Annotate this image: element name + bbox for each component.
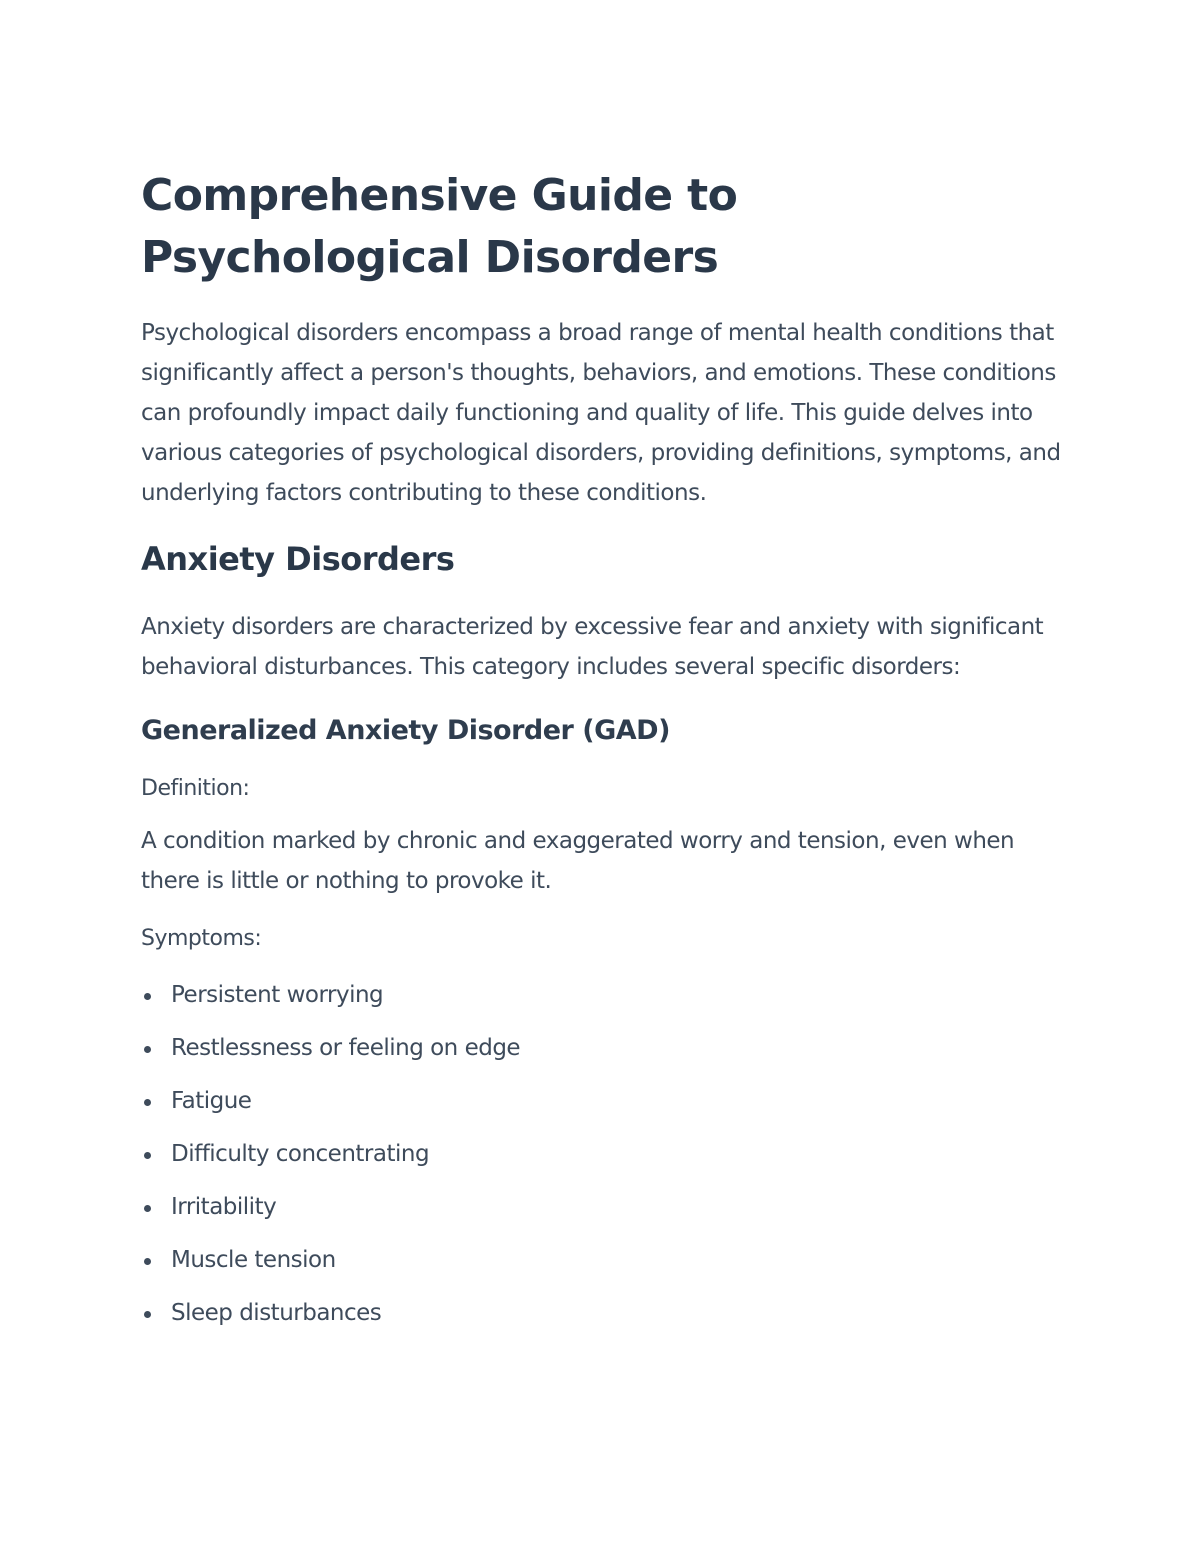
section-heading: Anxiety Disorders	[141, 540, 455, 578]
section-intro-paragraph: Anxiety disorders are characterized by excessive fear and anxiety with significant behavioral disturbances. This category includes several specific disorders:	[141, 614, 1044, 680]
bullet-icon	[144, 1205, 151, 1212]
bullet-icon	[144, 1099, 151, 1106]
bullet-icon	[144, 993, 151, 1000]
document-page	[141, 165, 1071, 1340]
document-title: Comprehensive Guide to Psychological Disorders	[141, 170, 738, 283]
list-item	[141, 1234, 1071, 1287]
symptoms-list	[141, 969, 1071, 1340]
intro-paragraph: Psychological disorders encompass a broad range of mental health conditions that significantly affect a person's thoughts, behaviors, and emotions. These conditions can profoundly impact daily functioning and quality of life. This guide delves into various categories of psychological disorders, providing definitions, symptoms, and underlying factors contributing to these conditions.	[141, 320, 1061, 506]
definition-label: Definition:	[141, 776, 250, 801]
list-item	[141, 1022, 1071, 1075]
list-item-text: Restlessness or feeling on edge	[171, 1035, 521, 1061]
list-item-text: Irritability	[171, 1194, 277, 1220]
bullet-icon	[144, 1046, 151, 1053]
list-item-text: Muscle tension	[171, 1247, 336, 1273]
list-item	[141, 1181, 1071, 1234]
bullet-icon	[144, 1311, 151, 1318]
bullet-icon	[144, 1152, 151, 1159]
list-item-text: Sleep disturbances	[171, 1300, 382, 1326]
list-item	[141, 1287, 1071, 1340]
list-item	[141, 1128, 1071, 1181]
bullet-icon	[144, 1258, 151, 1265]
list-item	[141, 1075, 1071, 1128]
list-item-text: Fatigue	[171, 1088, 252, 1114]
list-item-text: Persistent worrying	[171, 982, 384, 1008]
list-item	[141, 969, 1071, 1022]
list-item-text: Difficulty concentrating	[171, 1141, 430, 1167]
definition-text: A condition marked by chronic and exaggerated worry and tension, even when there is little or nothing to provoke it.	[141, 828, 1015, 894]
symptoms-label: Symptoms:	[141, 926, 262, 951]
subsection-heading: Generalized Anxiety Disorder (GAD)	[141, 715, 670, 746]
